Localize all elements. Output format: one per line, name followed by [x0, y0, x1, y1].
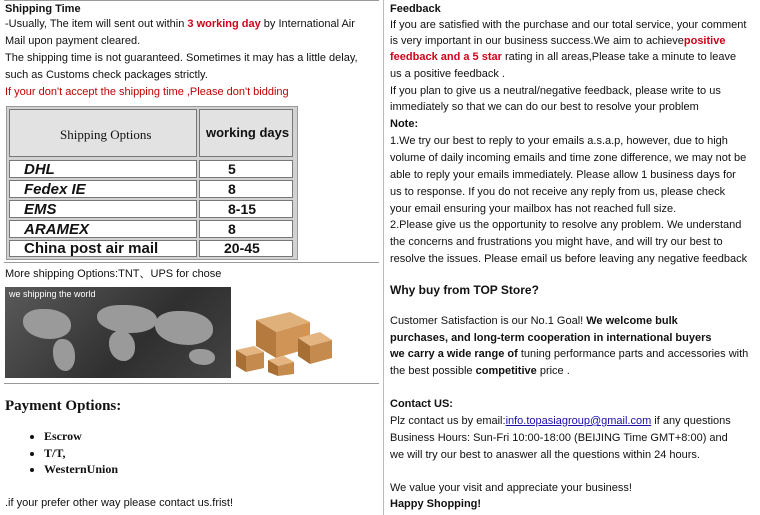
- table-header-options: [9, 109, 197, 157]
- table-row-carrier: [9, 160, 197, 178]
- days-dhl: 5: [228, 161, 236, 177]
- shipping-time-heading: Shipping Time: [5, 3, 81, 15]
- payment-heading: Payment Options:: [5, 398, 122, 414]
- shipping-line-1c: by International Air: [260, 18, 355, 30]
- days-aramex: 8: [228, 221, 236, 237]
- table-row-days: [199, 220, 293, 238]
- feedback-line-2: [390, 33, 725, 50]
- table-header-days-label: working days: [206, 125, 290, 140]
- map-continent: [155, 311, 213, 345]
- carrier-ems: EMS: [24, 201, 57, 218]
- feedback-line-5: If you plan to give us a neutral/negative feedback, please write to us: [390, 85, 721, 97]
- note-line-7: the concerns and frustrations you might have, and will try our best to: [390, 236, 723, 248]
- why-line-4: [390, 363, 570, 380]
- table-row-carrier: [9, 200, 197, 218]
- business-hours: Business Hours: Sun-Fri 10:00-18:00 (BEIJING Time GMT+8:00) and: [390, 432, 728, 444]
- shipping-line-2: Mail upon payment cleared.: [5, 35, 141, 47]
- feedback-line-3b: rating in all areas,Please take a minute to leave: [501, 51, 737, 63]
- note-line-4: us to response. If you do not receive any reply from us, please check: [390, 186, 726, 198]
- why-line-3b: tuning performance parts and accessories with: [517, 348, 749, 360]
- payment-methods-list: [24, 428, 118, 478]
- carrier-dhl: DHL: [24, 161, 55, 178]
- why-line-4a: the best possible: [390, 365, 476, 377]
- competitive-highlight: competitive: [475, 365, 537, 377]
- why-buy-heading: Why buy from TOP Store?: [390, 283, 539, 297]
- payment-method-escrow: • Escrow: [44, 428, 118, 445]
- cardboard-boxes-image: [232, 292, 336, 376]
- map-continent: [23, 309, 71, 339]
- days-china-post: 20-45: [224, 240, 260, 256]
- contact-line-1a: Plz contact us by email:: [390, 415, 506, 427]
- payment-method-westernunion: • WesternUnion: [44, 461, 118, 478]
- map-continent: [109, 331, 135, 361]
- why-line-1: [390, 313, 678, 330]
- why-line-1a: Customer Satisfaction is our No.1 Goal!: [390, 315, 587, 327]
- happy-shopping: Happy Shopping!: [390, 498, 482, 510]
- payment-method-tt: • T/T,: [44, 445, 118, 462]
- shipping-line-1a: -Usually, The item will sent out within: [5, 18, 188, 30]
- contact-line-1b: if any questions: [651, 415, 731, 427]
- feedback-heading: Feedback: [390, 3, 441, 15]
- feedback-line-4: us a positive feedback .: [390, 68, 505, 80]
- why-line-3a: we carry a wide range of: [390, 348, 518, 360]
- shipping-line-4: such as Customs check packages strictly.: [5, 69, 208, 81]
- answer-promise: we will try our best to anaswer all the questions within 24 hours.: [390, 449, 700, 461]
- right-column: [386, 0, 760, 515]
- table-row-days: [199, 160, 293, 178]
- feedback-line-1: If you are satisfied with the purchase and our total service, your comment: [390, 19, 747, 31]
- table-row-carrier: [9, 220, 197, 238]
- shipping-line-3: The shipping time is not guaranteed. Sometimes it may has a little delay,: [5, 52, 358, 64]
- days-fedex: 8: [228, 181, 236, 197]
- note-line-6: 2.Please give us the opportunity to resolve any problem. We understand: [390, 219, 742, 231]
- table-row-carrier: [9, 180, 197, 198]
- note-line-1: 1.We try our best to reply to your emails a.s.a.p, however, due to high: [390, 135, 728, 147]
- note-heading: Note:: [390, 118, 419, 130]
- shipping-line-1: [5, 16, 355, 33]
- five-star-highlight: feedback and a 5 star: [390, 51, 502, 63]
- email-link[interactable]: info.topasiagroup@gmail.com: [505, 415, 652, 427]
- positive-highlight: positive: [683, 35, 726, 47]
- why-line-3: [390, 346, 748, 363]
- image-bottom-divider: [4, 383, 379, 384]
- feedback-line-3: [390, 49, 736, 66]
- contact-line-1: [390, 413, 731, 430]
- shipping-warning: If your don't accept the shipping time ,Please don't bidding: [5, 86, 289, 98]
- map-continent: [53, 339, 75, 371]
- table-bottom-divider: [4, 262, 379, 263]
- shipping-table: [6, 106, 298, 260]
- working-day-highlight: 3 working day: [187, 18, 261, 30]
- why-line-1b: We welcome bulk: [586, 315, 678, 327]
- contact-heading: Contact US:: [390, 398, 453, 410]
- carrier-china-post: China post air mail: [24, 240, 159, 257]
- thanks-line: We value your visit and appreciate your business!: [390, 482, 632, 494]
- table-row-days: [199, 200, 293, 218]
- map-continent: [97, 305, 157, 333]
- why-line-2: purchases, and long-term cooperation in international buyers: [390, 332, 712, 344]
- carrier-aramex: ARAMEX: [24, 221, 90, 238]
- more-shipping-options: More shipping Options:TNT、UPS for chose: [5, 268, 222, 280]
- why-line-4c: price .: [536, 365, 570, 377]
- table-row-carrier: [9, 240, 197, 257]
- banner-caption: we shipping the world: [9, 289, 96, 299]
- note-line-2: volume of daily incoming emails and time zone difference, we may not be: [390, 152, 747, 164]
- carrier-fedex: Fedex IE: [24, 181, 86, 198]
- table-row-days: [199, 240, 293, 257]
- map-continent: [189, 349, 215, 365]
- feedback-line-6: immediately so that we can do our best to resolve your problem: [390, 101, 699, 113]
- note-line-5: your email ensuring your mailbox has not reached full size.: [390, 203, 677, 215]
- table-header-options-label: Shipping Options: [60, 127, 152, 142]
- note-line-3: able to reply your emails immediately. Please allow 1 business days for: [390, 169, 736, 181]
- table-row-days: [199, 180, 293, 198]
- world-shipping-banner: [5, 287, 231, 378]
- days-ems: 8-15: [228, 201, 257, 217]
- note-line-8: resolve the issues. Please email us before leaving any negative feedback: [390, 253, 748, 265]
- payment-footer: .if your prefer other way please contact us.frist!: [5, 497, 234, 509]
- table-header-days: [199, 109, 293, 157]
- feedback-line-2a: is very important in our business success.We aim to achieve: [390, 35, 684, 47]
